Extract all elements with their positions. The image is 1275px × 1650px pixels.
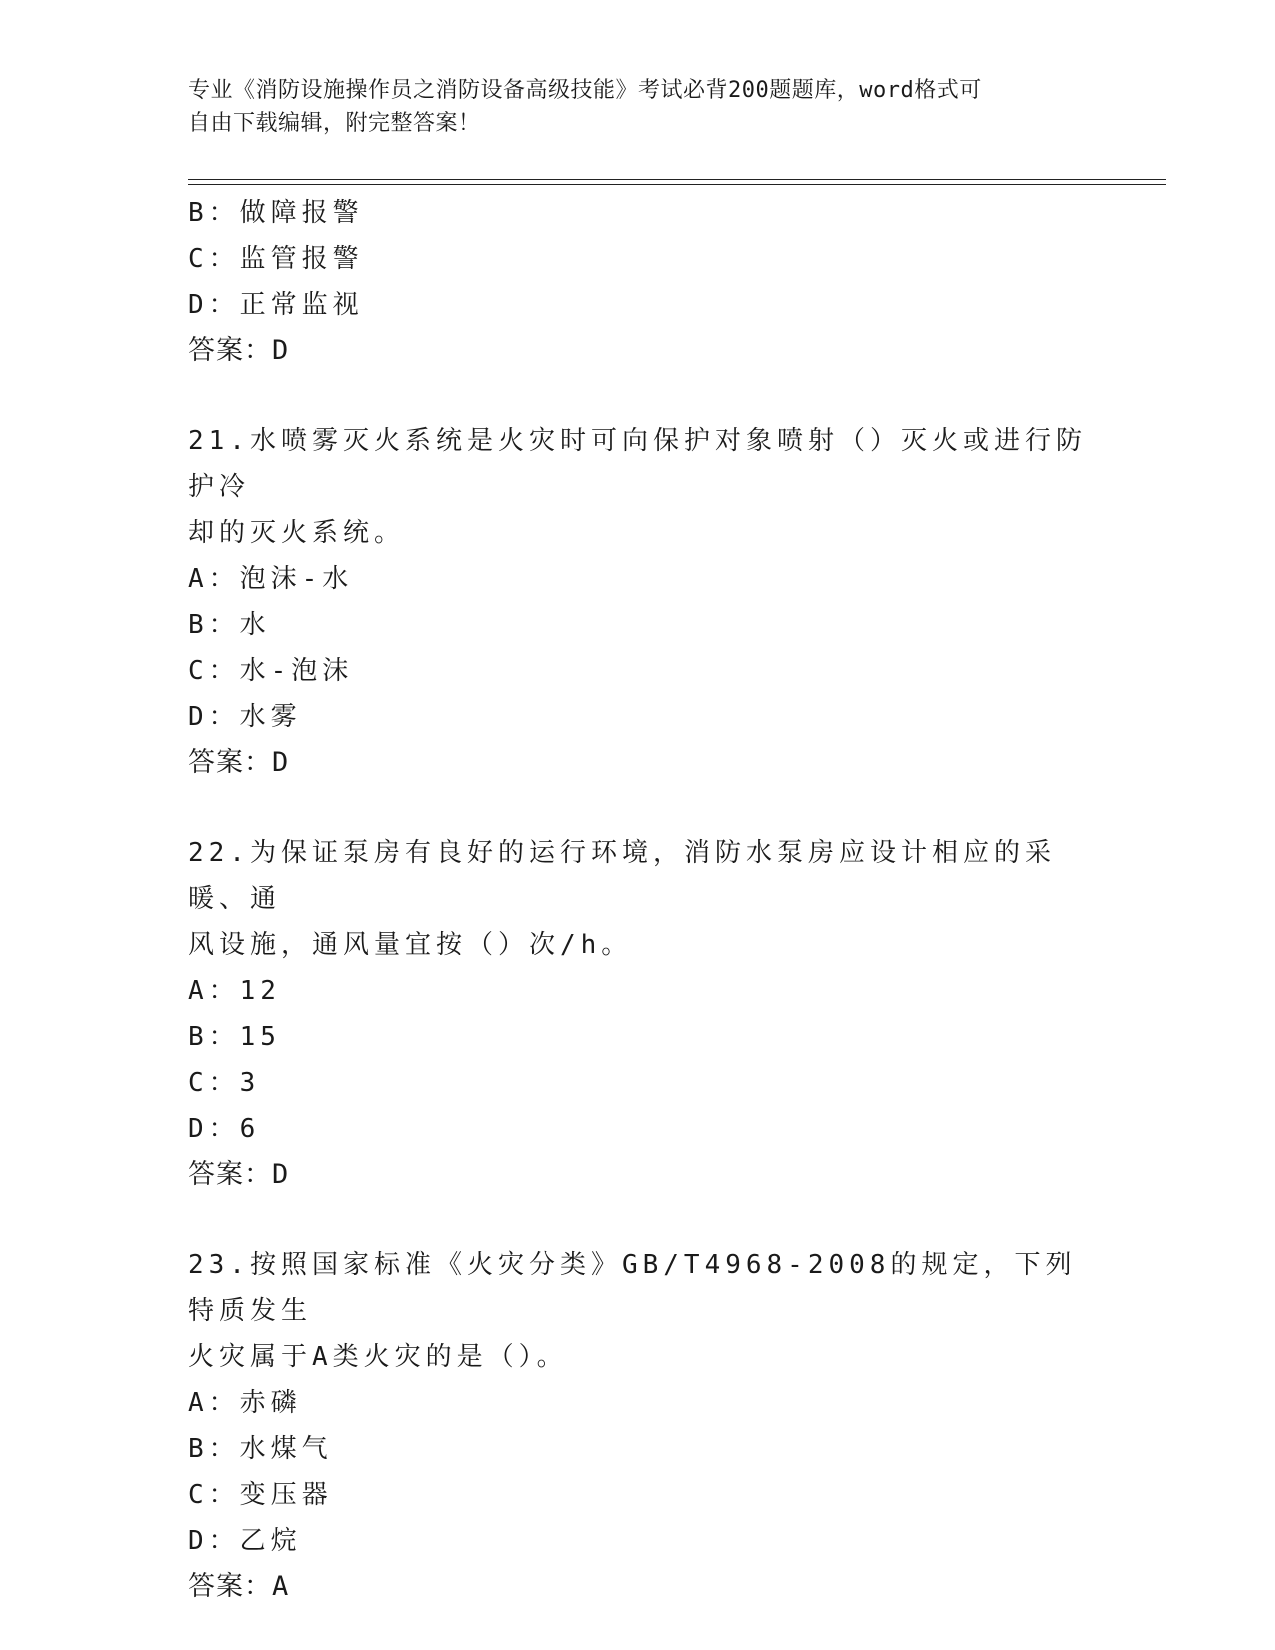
option-c: C：监管报警	[188, 244, 364, 274]
answer-label: 答案：	[188, 1159, 272, 1190]
answer-label: 答案：	[188, 1571, 272, 1602]
option-a: A：12	[188, 976, 281, 1006]
header-line-1: 专业《消防设施操作员之消防设备高级技能》考试必背200题题库，word格式可	[188, 78, 982, 103]
answer-line	[188, 740, 1088, 786]
option-d: D：正常监视	[188, 290, 364, 320]
question-list	[188, 190, 1088, 1610]
answer-label: 答案：	[188, 335, 272, 366]
answer-value: D	[272, 747, 290, 778]
question-block	[188, 830, 1088, 1198]
answer-value: D	[272, 335, 290, 366]
question-block	[188, 1242, 1088, 1610]
option-c: C：水-泡沫	[188, 656, 354, 686]
option-d: D：乙烷	[188, 1526, 302, 1556]
question-stem-line-2: 却的灭火系统。	[188, 518, 406, 548]
question-stem-line-2: 风设施，通风量宜按（）次/h。	[188, 930, 633, 960]
answer-line	[188, 1564, 1088, 1610]
option-b: B：做障报警	[188, 198, 364, 228]
header-divider-bottom	[188, 184, 1166, 185]
option-c: C：变压器	[188, 1480, 333, 1510]
question-stem-line-2: 火灾属于A类火灾的是（）。	[188, 1342, 568, 1372]
question-stem-line-1: 22.为保证泵房有良好的运行环境，消防水泵房应设计相应的采暖、通	[188, 838, 1056, 914]
answer-value: D	[272, 1159, 290, 1190]
option-a: A：泡沫-水	[188, 564, 354, 594]
option-a: A：赤磷	[188, 1388, 302, 1418]
header-line-2: 自由下载编辑，附完整答案！	[188, 111, 481, 136]
answer-line	[188, 1152, 1088, 1198]
option-b: B：水煤气	[188, 1434, 333, 1464]
option-c: C：3	[188, 1068, 261, 1098]
option-d: D：水雾	[188, 702, 302, 732]
question-stem-line-1: 23.按照国家标准《火灾分类》GB/T4968-2008的规定，下列特质发生	[188, 1250, 1077, 1326]
answer-line	[188, 328, 1088, 374]
document-header	[188, 74, 1088, 140]
question-stem-line-1: 21.水喷雾灭火系统是火灾时可向保护对象喷射（）灭火或进行防护冷	[188, 426, 1087, 502]
option-d: D：6	[188, 1114, 261, 1144]
answer-label: 答案：	[188, 747, 272, 778]
answer-value: A	[272, 1571, 290, 1602]
option-b: B：15	[188, 1022, 281, 1052]
question-block	[188, 418, 1088, 786]
prev-question-block	[188, 190, 1088, 374]
option-b: B：水	[188, 610, 271, 640]
header-divider-top	[188, 179, 1166, 180]
